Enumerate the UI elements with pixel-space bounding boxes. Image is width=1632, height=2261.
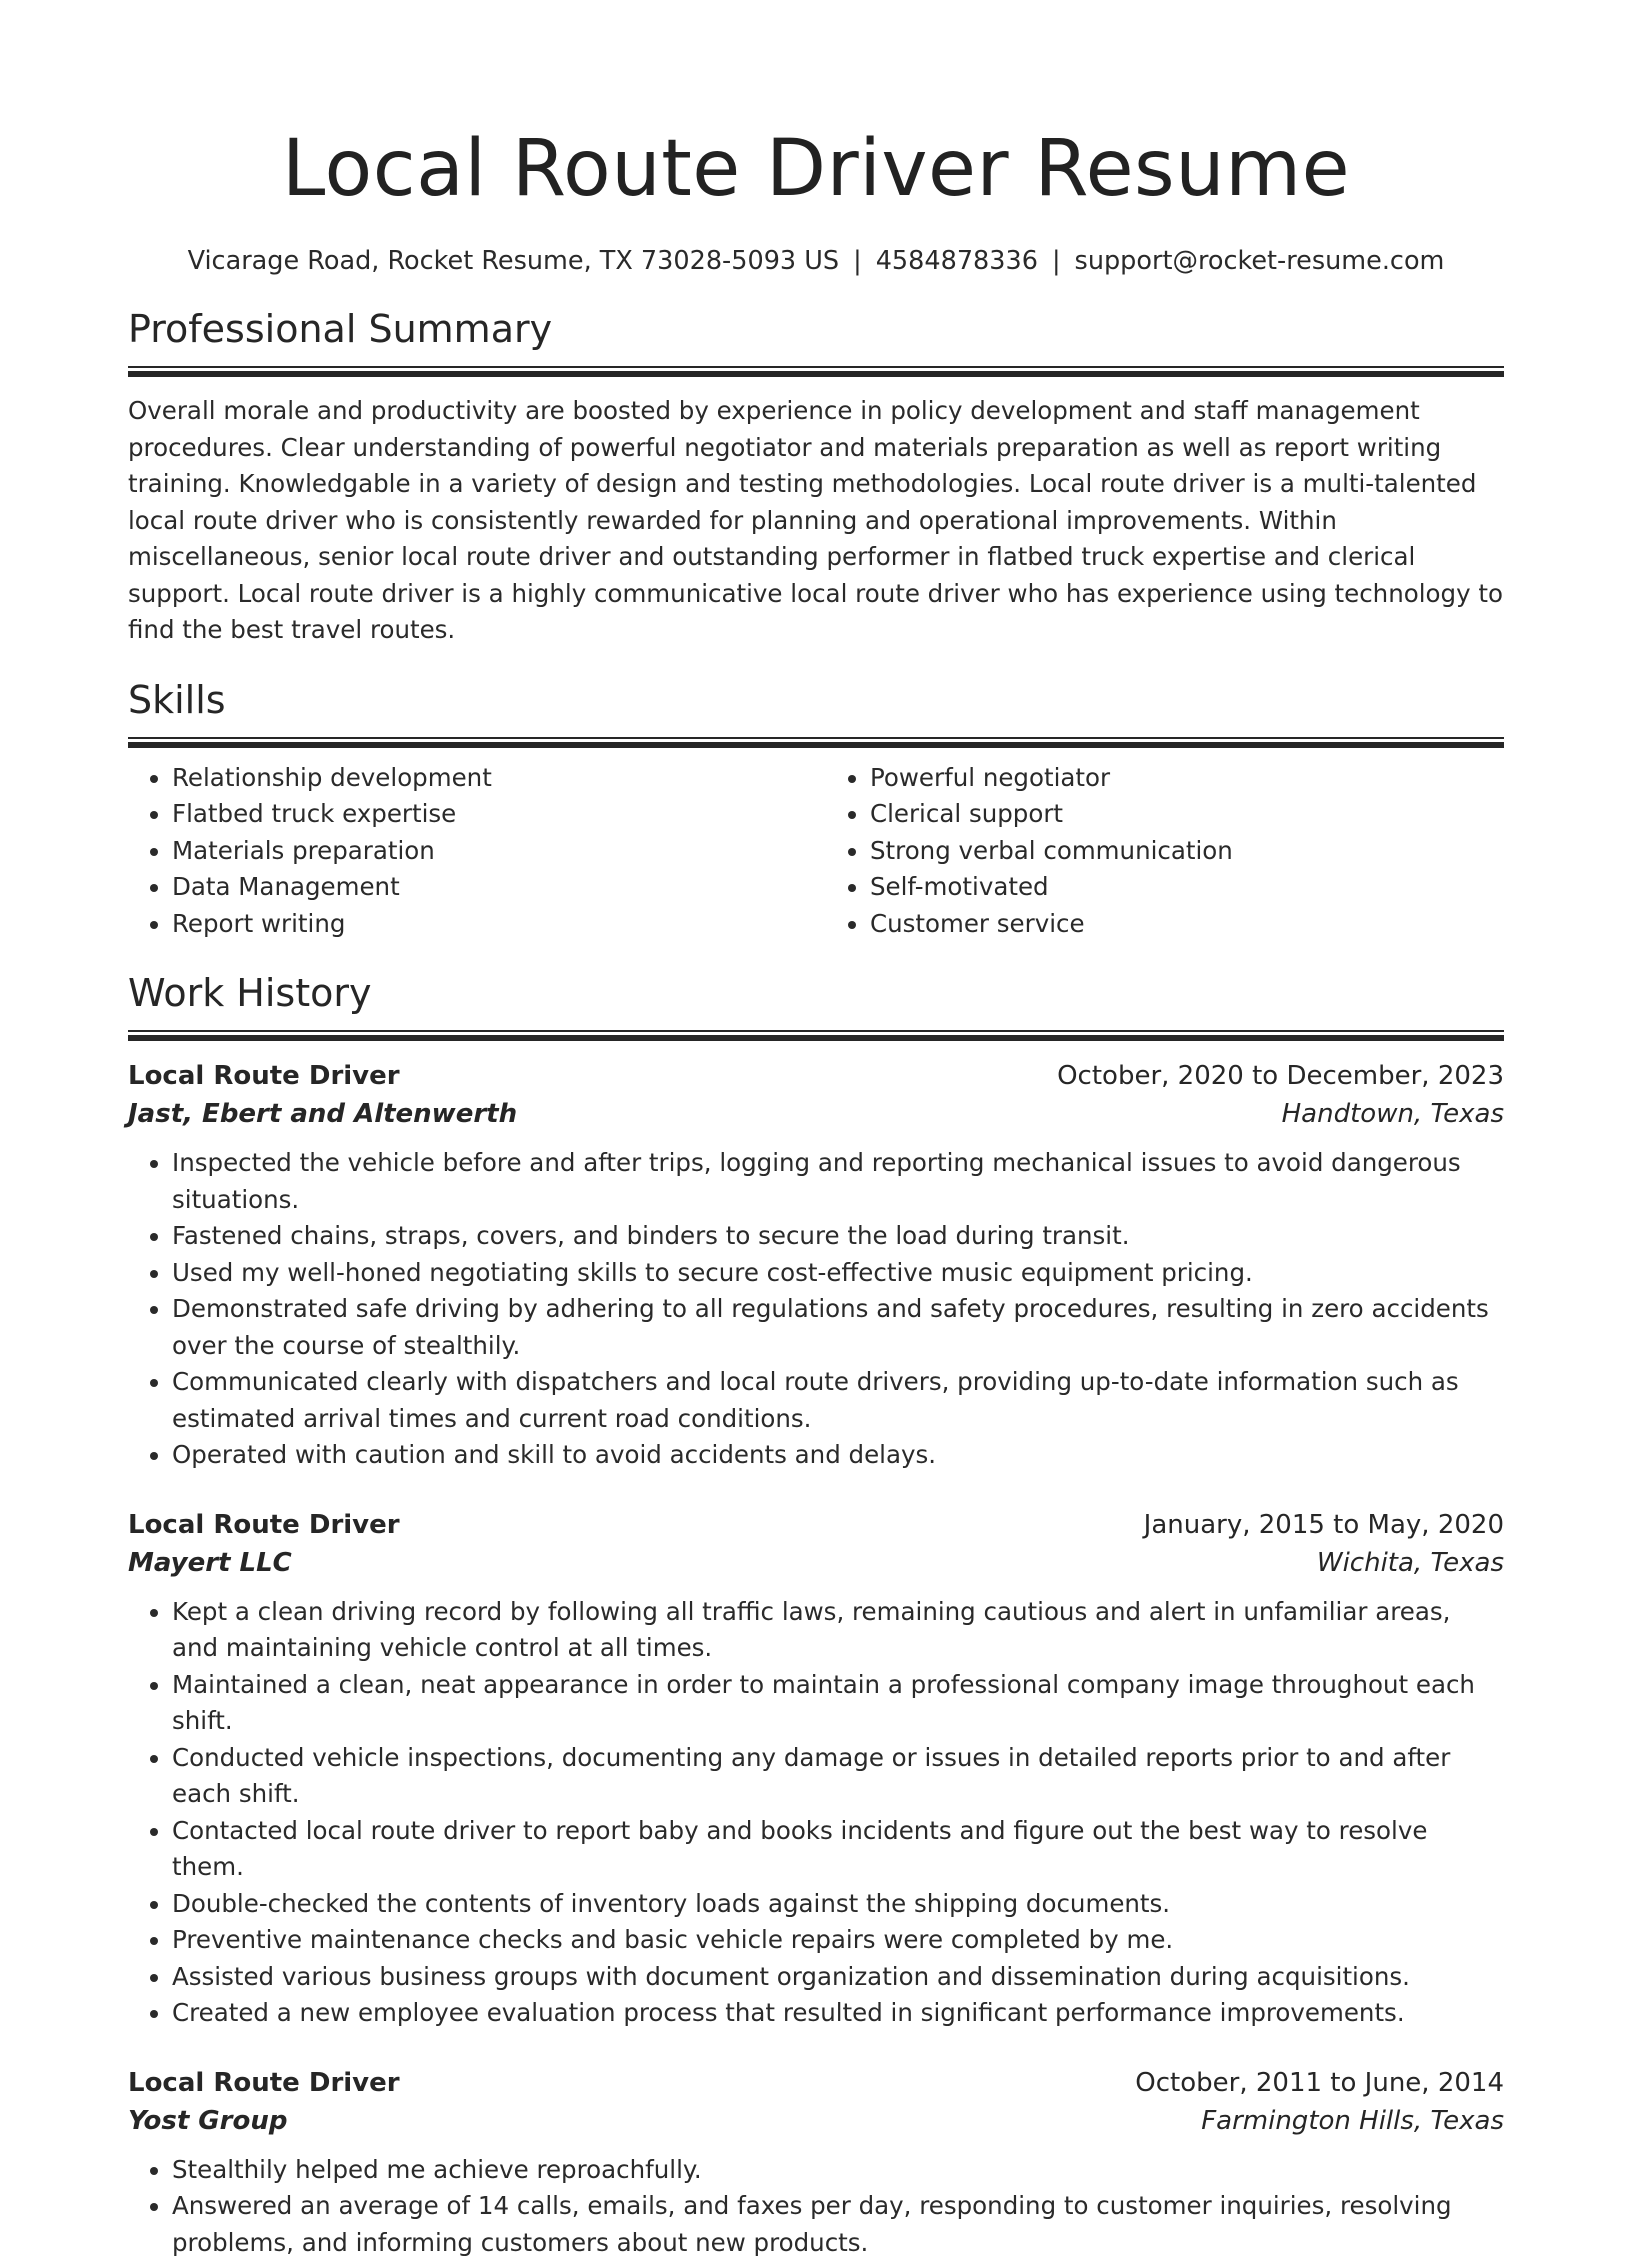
skills-list-left: [128, 760, 806, 943]
job-location: Wichita, Texas: [1317, 1544, 1504, 1582]
job-bullet: • Created a new employee evaluation process that resulted in significant performance improvements.: [172, 1995, 1504, 2032]
job-bullet: • Inspected the vehicle before and after trips, logging and reporting mechanical issues to avoid dangerous situations.: [172, 1145, 1504, 1218]
section-divider: [128, 737, 1504, 748]
job-company: Yost Group: [128, 2102, 287, 2140]
job-bullet: • Stealthily helped me achieve reproachfully.: [172, 2152, 1504, 2189]
job-bullet: • Communicated clearly with dispatchers and local route drivers, providing up-to-date information such as estimated arrival times and current road conditions.: [172, 1364, 1504, 1437]
job-header: [128, 1057, 1504, 1095]
skill-item: • Clerical support: [870, 796, 1504, 833]
summary-text: Overall morale and productivity are boosted by experience in policy development and staff management procedures. Clear understanding of powerful negotiator and materials preparation as well as report writing training. Knowledgable in a variety of design and testing methodologies. Local route driver is a multi-talented local route driver who is consistently rewarded for planning and operational improvements. Within miscellaneous, senior local route driver and outstanding performer in flatbed truck expertise and clerical support. Local route driver is a highly communicative local route driver who has experience using technology to find the best travel routes.: [128, 393, 1504, 649]
job-dates: January, 2015 to May, 2020: [1144, 1506, 1504, 1544]
job-bullet-list: [128, 2152, 1504, 2261]
job-entry: [128, 1506, 1504, 2032]
skill-item: • Flatbed truck expertise: [172, 796, 806, 833]
contact-phone: 4584878336: [876, 246, 1038, 276]
job-title: Local Route Driver: [128, 2064, 400, 2102]
job-location: Handtown, Texas: [1282, 1095, 1504, 1133]
contact-address: Vicarage Road, Rocket Resume, TX 73028-5093 US: [188, 246, 840, 276]
skill-item: • Customer service: [870, 906, 1504, 943]
skill-item: • Self-motivated: [870, 869, 1504, 906]
section-divider: [128, 1030, 1504, 1041]
job-title: Local Route Driver: [128, 1057, 400, 1095]
contact-line: [128, 244, 1504, 278]
job-dates: October, 2011 to June, 2014: [1135, 2064, 1504, 2102]
job-bullet: • Maintained a clean, neat appearance in order to maintain a professional company image throughout each shift.: [172, 1667, 1504, 1740]
contact-separator: |: [1038, 246, 1075, 276]
job-bullet: • Fastened chains, straps, covers, and binders to secure the load during transit.: [172, 1218, 1504, 1255]
job-bullet: • Operated with caution and skill to avoid accidents and delays.: [172, 1437, 1504, 1474]
job-header: [128, 1506, 1504, 1544]
job-title: Local Route Driver: [128, 1506, 400, 1544]
skill-item: • Strong verbal communication: [870, 833, 1504, 870]
job-dates: October, 2020 to December, 2023: [1057, 1057, 1504, 1095]
job-bullet: • Preventive maintenance checks and basic vehicle repairs were completed by me.: [172, 1922, 1504, 1959]
job-bullet: • Assisted various business groups with document organization and dissemination during acquisitions.: [172, 1959, 1504, 1996]
skills-section: [128, 675, 1504, 943]
skill-item: • Data Management: [172, 869, 806, 906]
skill-item: • Powerful negotiator: [870, 760, 1504, 797]
job-bullet: • Double-checked the contents of inventory loads against the shipping documents.: [172, 1886, 1504, 1923]
job-bullet: • Kept a clean driving record by following all traffic laws, remaining cautious and alert in unfamiliar areas, and maintaining vehicle control at all times.: [172, 1594, 1504, 1667]
job-header: [128, 2064, 1504, 2102]
contact-separator: |: [839, 246, 876, 276]
job-bullet: • Demonstrated safe driving by adhering to all regulations and safety procedures, resulting in zero accidents over the course of stealthily.: [172, 1291, 1504, 1364]
job-company: Jast, Ebert and Altenwerth: [128, 1095, 517, 1133]
skills-grid: [128, 760, 1504, 943]
job-bullet: • Used my well-honed negotiating skills to secure cost-effective music equipment pricing.: [172, 1255, 1504, 1292]
summary-heading: Professional Summary: [128, 304, 1504, 354]
work-history-section: [128, 968, 1504, 2261]
summary-section: [128, 304, 1504, 649]
skills-list-right: [826, 760, 1504, 943]
section-divider: [128, 366, 1504, 377]
resume-title: Local Route Driver Resume: [128, 0, 1504, 216]
job-bullet: • Contacted local route driver to report baby and books incidents and figure out the best way to resolve them.: [172, 1813, 1504, 1886]
job-company: Mayert LLC: [128, 1544, 292, 1582]
job-bullet-list: [128, 1145, 1504, 1474]
skill-item: • Materials preparation: [172, 833, 806, 870]
job-location: Farmington Hills, Texas: [1201, 2102, 1504, 2140]
job-entry: [128, 2064, 1504, 2261]
skill-item: • Relationship development: [172, 760, 806, 797]
skill-item: • Report writing: [172, 906, 806, 943]
job-bullet: • Answered an average of 14 calls, emails, and faxes per day, responding to customer inquiries, resolving problems, and informing customers about new products.: [172, 2188, 1504, 2261]
job-subheader: [128, 1544, 1504, 1582]
job-bullet-list: [128, 1594, 1504, 2032]
contact-email: support@rocket-resume.com: [1075, 246, 1445, 276]
job-entry: [128, 1057, 1504, 1474]
job-subheader: [128, 1095, 1504, 1133]
job-subheader: [128, 2102, 1504, 2140]
job-bullet: • Conducted vehicle inspections, documenting any damage or issues in detailed reports prior to and after each shift.: [172, 1740, 1504, 1813]
skills-heading: Skills: [128, 675, 1504, 725]
work-history-heading: Work History: [128, 968, 1504, 1018]
